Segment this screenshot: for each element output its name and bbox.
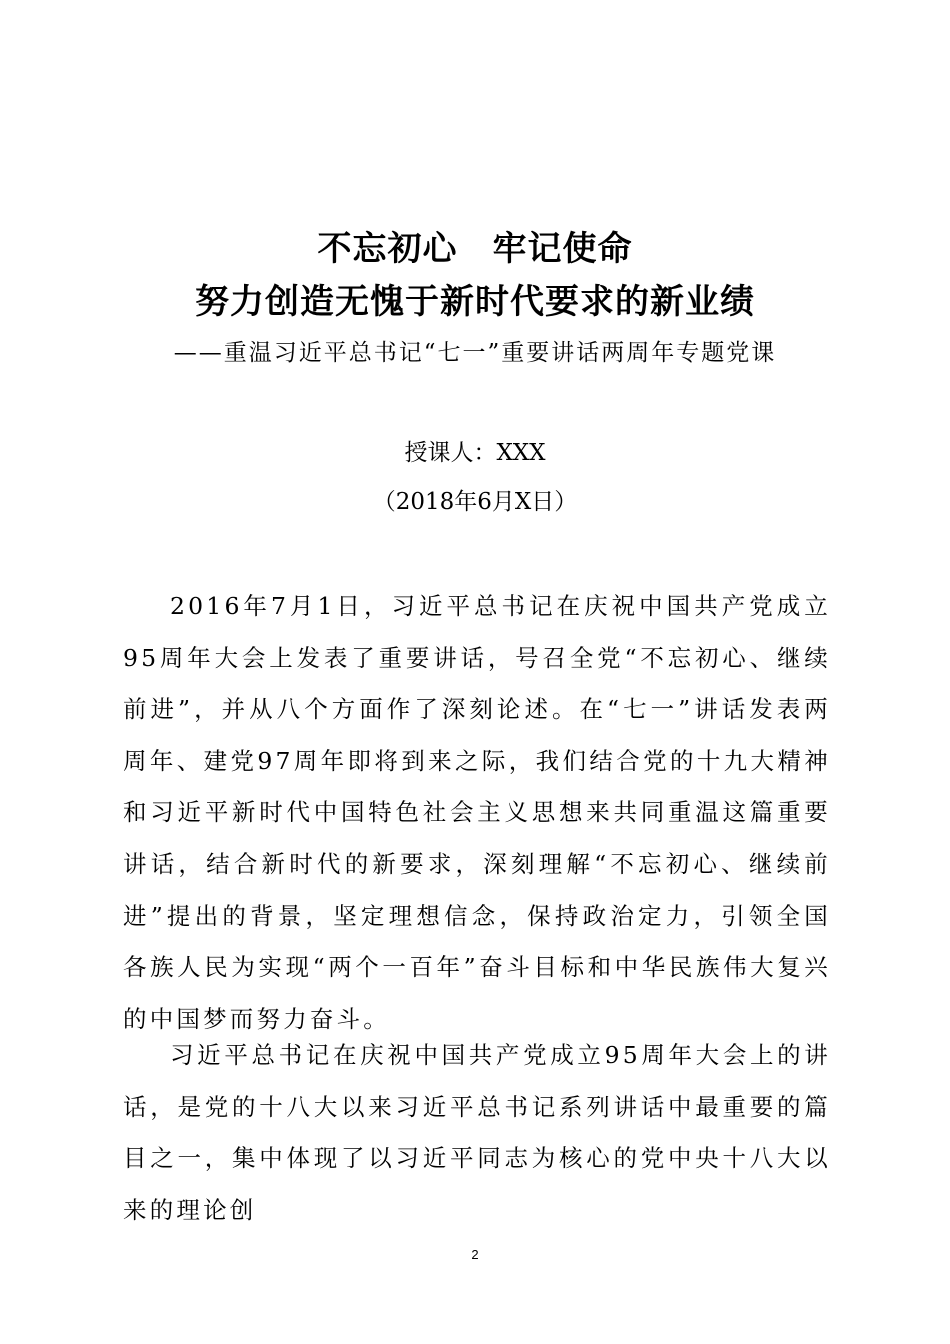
- body-paragraph: 习近平总书记在庆祝中国共产党成立95周年大会上的讲话，是党的十八大以来习近平总书记系列讲话中最重要的篇目之一，集中体现了以习近平同志为核心的党中央十八大以来的理论创: [123, 1041, 831, 1224]
- body-paragraph: 2016年7月1日，习近平总书记在庆祝中国共产党成立95周年大会上发表了重要讲话，号召全党“不忘初心、继续前进”，并从八个方面作了深刻论述。在“七一”讲话发表两周年、建党97周年即将到来之际，我们结合党的十九大精神和习近平新时代中国特色社会主义思想来共同重温这篇重要讲话，结合新时代的新要求，深刻理解“不忘初心、继续前进”提出的背景，坚定理想信念，保持政治定力，引领全国各族人民为实现“两个一百年”奋斗目标和中华民族伟大复兴的中国梦而努力奋斗。: [123, 592, 831, 1033]
- document-title-line-1: 不忘初心 牢记使命: [317, 229, 633, 269]
- document-title-line-2: 努力创造无愧于新时代要求的新业绩: [195, 282, 755, 322]
- page-number: 2: [471, 1247, 479, 1262]
- body-paragraph-1-block: [123, 581, 831, 1045]
- document-subtitle: ——重温习近平总书记“七一”重要讲话两周年专题党课: [173, 340, 777, 366]
- lecturer-line: 授课人：XXX: [404, 440, 546, 466]
- date-line: （2018年6月X日）: [372, 489, 578, 515]
- body-paragraph-2-block: [123, 1030, 831, 1236]
